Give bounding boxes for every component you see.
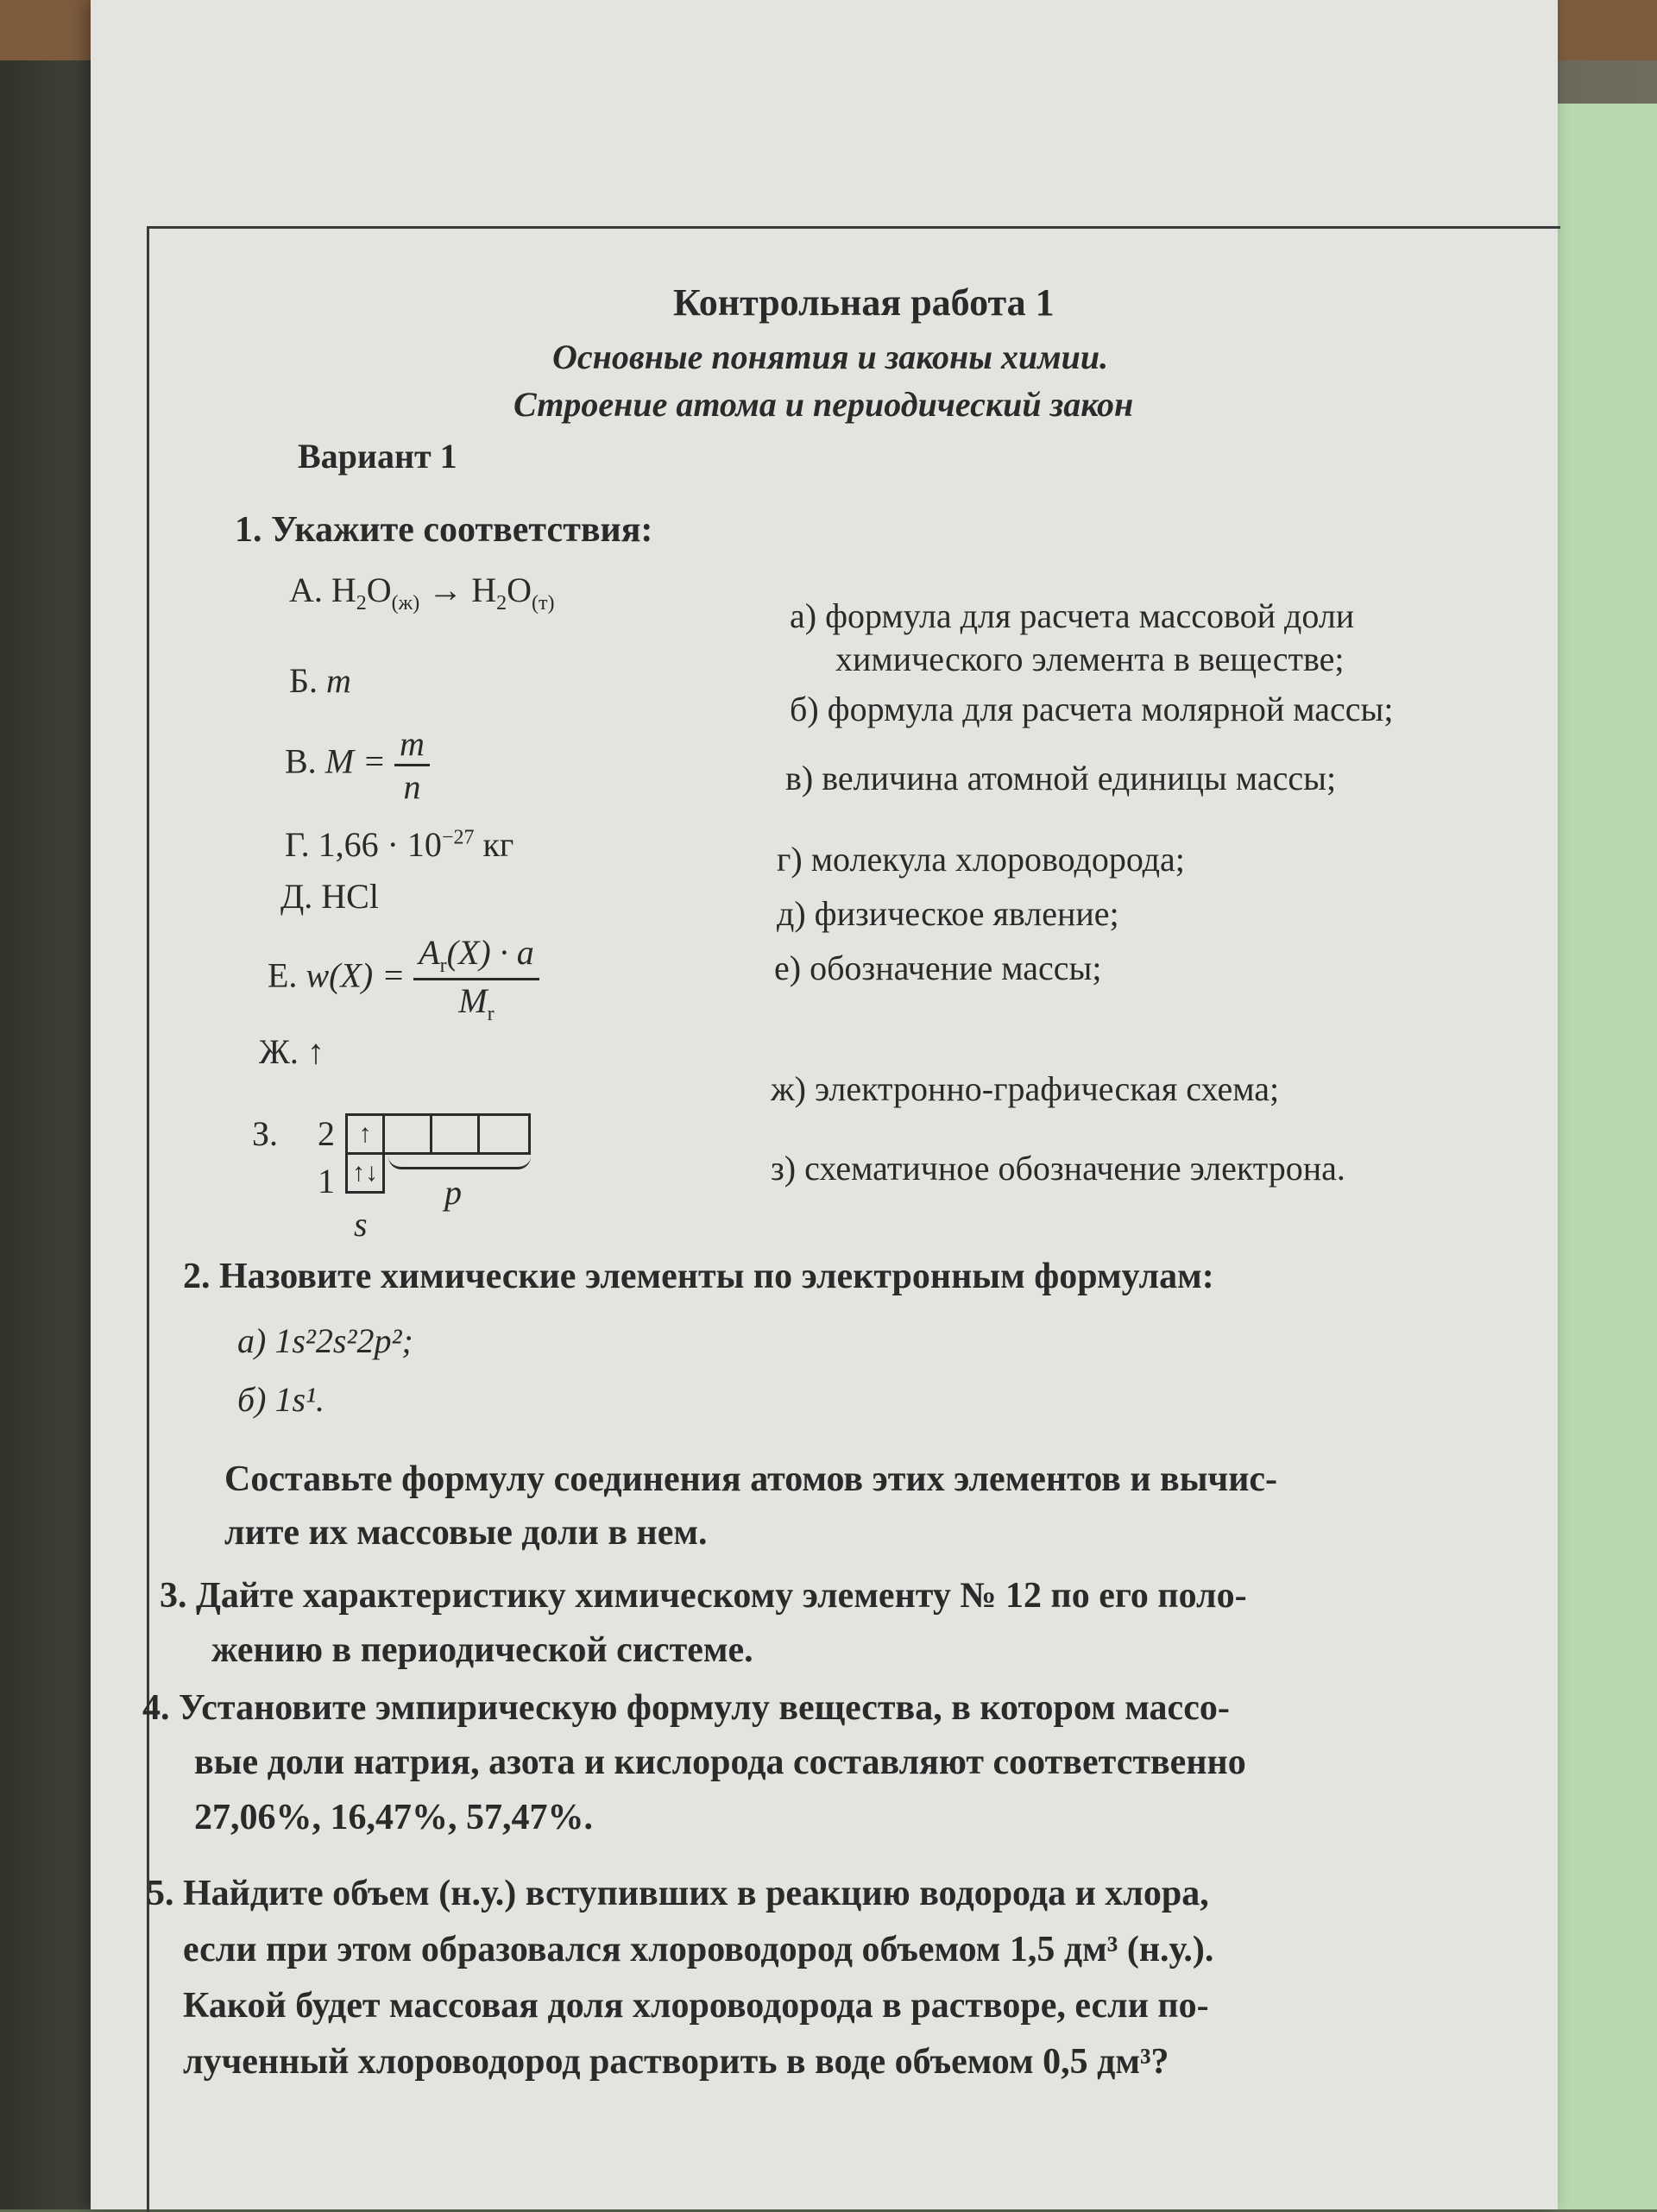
fraction <box>394 723 430 807</box>
question-5-line-2: если при этом образовался хлороводород объемом 1,5 дм³ (н.у.). <box>183 1930 1214 1969</box>
den-symbol: M <box>458 981 488 1020</box>
numerator <box>413 932 539 980</box>
question-number: 2. <box>183 1257 211 1296</box>
formula-a: а) 1s²2s²2p²; <box>237 1321 413 1360</box>
item-letter: А. <box>289 570 323 609</box>
question-number: 5. <box>147 1874 174 1913</box>
orbital-2s: ↑ <box>345 1113 385 1155</box>
question-text: Укажите соответствия: <box>271 510 653 550</box>
question-5-line-3: Какой будет массовая доля хлороводорода в растворе, если по- <box>183 1986 1209 2026</box>
answer-g: г) молекула хлороводорода; <box>777 840 1185 879</box>
num-subscript: r <box>439 955 447 977</box>
answer-e: е) обозначение массы; <box>774 948 1102 987</box>
formula-lhs: M = <box>324 741 386 781</box>
unit: кг <box>482 825 514 864</box>
item-e <box>268 932 539 1026</box>
answer-a-line-1: а) формула для расчета массовой доли <box>790 596 1355 635</box>
exponent: −27 <box>441 826 475 849</box>
orbital-1s: ↑↓ <box>345 1152 385 1194</box>
num-symbol: A <box>419 933 440 972</box>
answer-d: д) физическое явление; <box>777 894 1119 933</box>
answer-b: б) формула для расчета молярной массы; <box>790 690 1394 728</box>
question-number: 3. <box>160 1576 187 1616</box>
question-4 <box>142 1687 1230 1729</box>
subtitle-line-1: Основные понятия и законы химии. <box>552 337 1109 376</box>
subtitle-line-2: Строение атома и периодический закон <box>513 385 1134 424</box>
p-label: p <box>444 1173 462 1212</box>
item-v <box>285 723 430 807</box>
item-value: Г. 1,66 · 10 <box>285 825 442 864</box>
item-letter: Е. <box>268 955 298 995</box>
item-z-letter: З. <box>252 1114 279 1153</box>
denominator <box>413 980 539 1026</box>
question-3 <box>160 1575 1247 1616</box>
s-label: s <box>354 1205 368 1244</box>
answer-zh: ж) электронно-графическая схема; <box>771 1069 1280 1108</box>
fraction <box>413 932 539 1026</box>
denominator: n <box>403 767 421 806</box>
question-3-line-2: жению в периодической системе. <box>211 1630 753 1670</box>
item-b <box>289 660 351 701</box>
item-letter: В. <box>285 741 317 781</box>
question-2 <box>183 1256 1214 1297</box>
answer-a-line-2: химического элемента в веществе; <box>835 640 1345 678</box>
question-5-line-4: лученный хлороводород растворить в воде объемом 0,5 дм³? <box>183 2042 1169 2082</box>
question-5 <box>147 1873 1209 1914</box>
item-zh: Ж. ↑ <box>259 1032 324 1071</box>
formula-lhs: w(X) = <box>306 955 406 995</box>
variant-label: Вариант 1 <box>298 437 457 476</box>
num-rest: (X) · a <box>446 933 534 972</box>
question-text: Назовите химические элементы по электронным формулам: <box>219 1257 1214 1296</box>
answer-v: в) величина атомной единицы массы; <box>785 759 1337 797</box>
orbital-2p-3 <box>477 1113 531 1155</box>
question-text-line-1: Найдите объем (н.у.) вступивших в реакцию водорода и хлора, <box>183 1874 1209 1913</box>
orbital-level-2: 2 <box>318 1114 335 1153</box>
question-number: 1. <box>235 510 262 550</box>
question-2-task-line-2: лите их массовые доли в нем. <box>224 1513 708 1553</box>
formula-b: б) 1s¹. <box>237 1380 324 1419</box>
question-4-line-2: вые доли натрия, азота и кислорода составляют соответственно <box>194 1743 1246 1782</box>
page-title: Контрольная работа 1 <box>673 281 1055 324</box>
question-4-line-3: 27,06%, 16,47%, 57,47%. <box>194 1798 593 1837</box>
question-2-task-line-1: Составьте формулу соединения атомов этих элементов и вычис- <box>224 1459 1278 1499</box>
question-1 <box>235 509 652 551</box>
numerator: m <box>394 723 430 766</box>
answer-z: з) схематичное обозначение электрона. <box>771 1149 1345 1188</box>
item-a: А. $H_2O_{(ж)} \to H_2O_{(т)}$ <box>289 570 555 614</box>
item-g <box>285 824 513 865</box>
orbital-level-1: 1 <box>318 1162 335 1201</box>
item-d: Д. HCl <box>280 877 379 916</box>
p-brace <box>388 1156 531 1169</box>
question-text-line-1: Установите эмпирическую формулу вещества, в котором массо- <box>179 1688 1230 1728</box>
den-subscript: r <box>487 1003 495 1025</box>
orbital-2p-2 <box>430 1113 480 1155</box>
question-number: 4. <box>142 1688 170 1728</box>
item-letter: Б. <box>289 661 318 700</box>
question-text-line-1: Дайте характеристику химическому элементу № 12 по его поло- <box>196 1576 1247 1616</box>
orbital-2p-1 <box>382 1113 432 1155</box>
mass-symbol: m <box>325 661 351 700</box>
